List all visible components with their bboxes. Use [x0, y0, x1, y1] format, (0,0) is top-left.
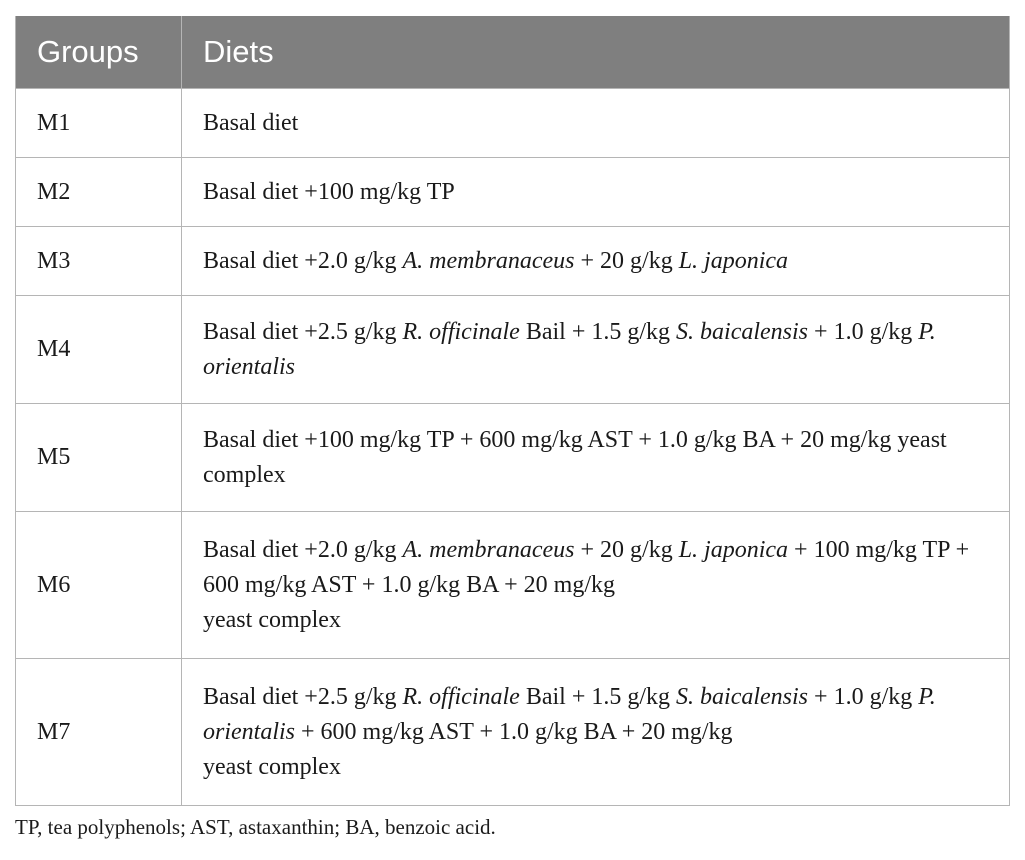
group-cell: M2: [16, 158, 182, 227]
table-row: [16, 404, 1010, 512]
group-cell: M3: [16, 227, 182, 296]
diet-text: Basal diet +2.5 g/kg: [203, 318, 403, 345]
diet-text: + 1.0 g/kg: [808, 318, 919, 345]
species-name: P. orientalis: [203, 683, 936, 745]
diet-cell: [182, 158, 1010, 227]
diet-text: Basal diet +2.0 g/kg: [203, 536, 403, 563]
table-row: [16, 89, 1010, 158]
diet-text: Basal diet +100 mg/kg TP: [203, 178, 455, 205]
species-name: L. japonica: [678, 247, 789, 274]
table-header: [16, 16, 1010, 89]
header-diets: Diets: [182, 16, 1010, 89]
diet-text: + 100 mg/kg TP + 600 mg/kg AST + 1.0 g/kg BA + 20 mg/kg: [203, 536, 970, 598]
diet-text: Bail + 1.5 g/kg: [519, 683, 677, 710]
species-name: S. baicalensis: [676, 318, 809, 345]
diet-text: + 20 g/kg: [574, 247, 679, 274]
group-cell: M6: [16, 512, 182, 659]
header-row: [16, 16, 1010, 89]
table-row: [16, 512, 1010, 659]
diet-cell: [182, 227, 1010, 296]
diet-text: Bail + 1.5 g/kg: [519, 318, 677, 345]
group-cell: M7: [16, 659, 182, 806]
species-name: R. officinale: [402, 683, 520, 710]
species-name: P. orientalis: [203, 318, 936, 380]
table-row: [16, 659, 1010, 806]
table-footnote: TP, tea polyphenols; AST, astaxanthin; BA, benzoic acid.: [15, 815, 496, 839]
diet-text: Basal diet +100 mg/kg TP + 600 mg/kg AST + 1.0 g/kg BA + 20 mg/kg yeast complex: [203, 426, 947, 488]
diet-cell: [182, 404, 1010, 512]
diet-text: + 600 mg/kg AST + 1.0 g/kg BA + 20 mg/kg: [295, 718, 733, 745]
diet-cell: [182, 296, 1010, 404]
table-body: [16, 89, 1010, 806]
diet-cell: [182, 512, 1010, 659]
diet-text: Basal diet: [203, 109, 299, 136]
diet-table-container: [15, 16, 1009, 806]
diet-text: Basal diet +2.0 g/kg: [203, 247, 403, 274]
table-row: [16, 296, 1010, 404]
species-name: A. membranaceus: [402, 247, 575, 274]
diet-cell: [182, 659, 1010, 806]
diet-text: yeast complex: [203, 606, 341, 633]
diet-cell: [182, 89, 1010, 158]
table-row: [16, 158, 1010, 227]
diet-text: + 1.0 g/kg: [808, 683, 919, 710]
species-name: L. japonica: [678, 536, 789, 563]
diet-groups-table: [15, 16, 1010, 806]
diet-text: yeast complex: [203, 753, 341, 780]
table-row: [16, 227, 1010, 296]
group-cell: M5: [16, 404, 182, 512]
species-name: S. baicalensis: [676, 683, 809, 710]
species-name: A. membranaceus: [402, 536, 575, 563]
species-name: R. officinale: [402, 318, 520, 345]
diet-text: + 20 g/kg: [574, 536, 679, 563]
group-cell: M4: [16, 296, 182, 404]
header-groups: Groups: [16, 16, 182, 89]
group-cell: M1: [16, 89, 182, 158]
diet-text: Basal diet +2.5 g/kg: [203, 683, 403, 710]
